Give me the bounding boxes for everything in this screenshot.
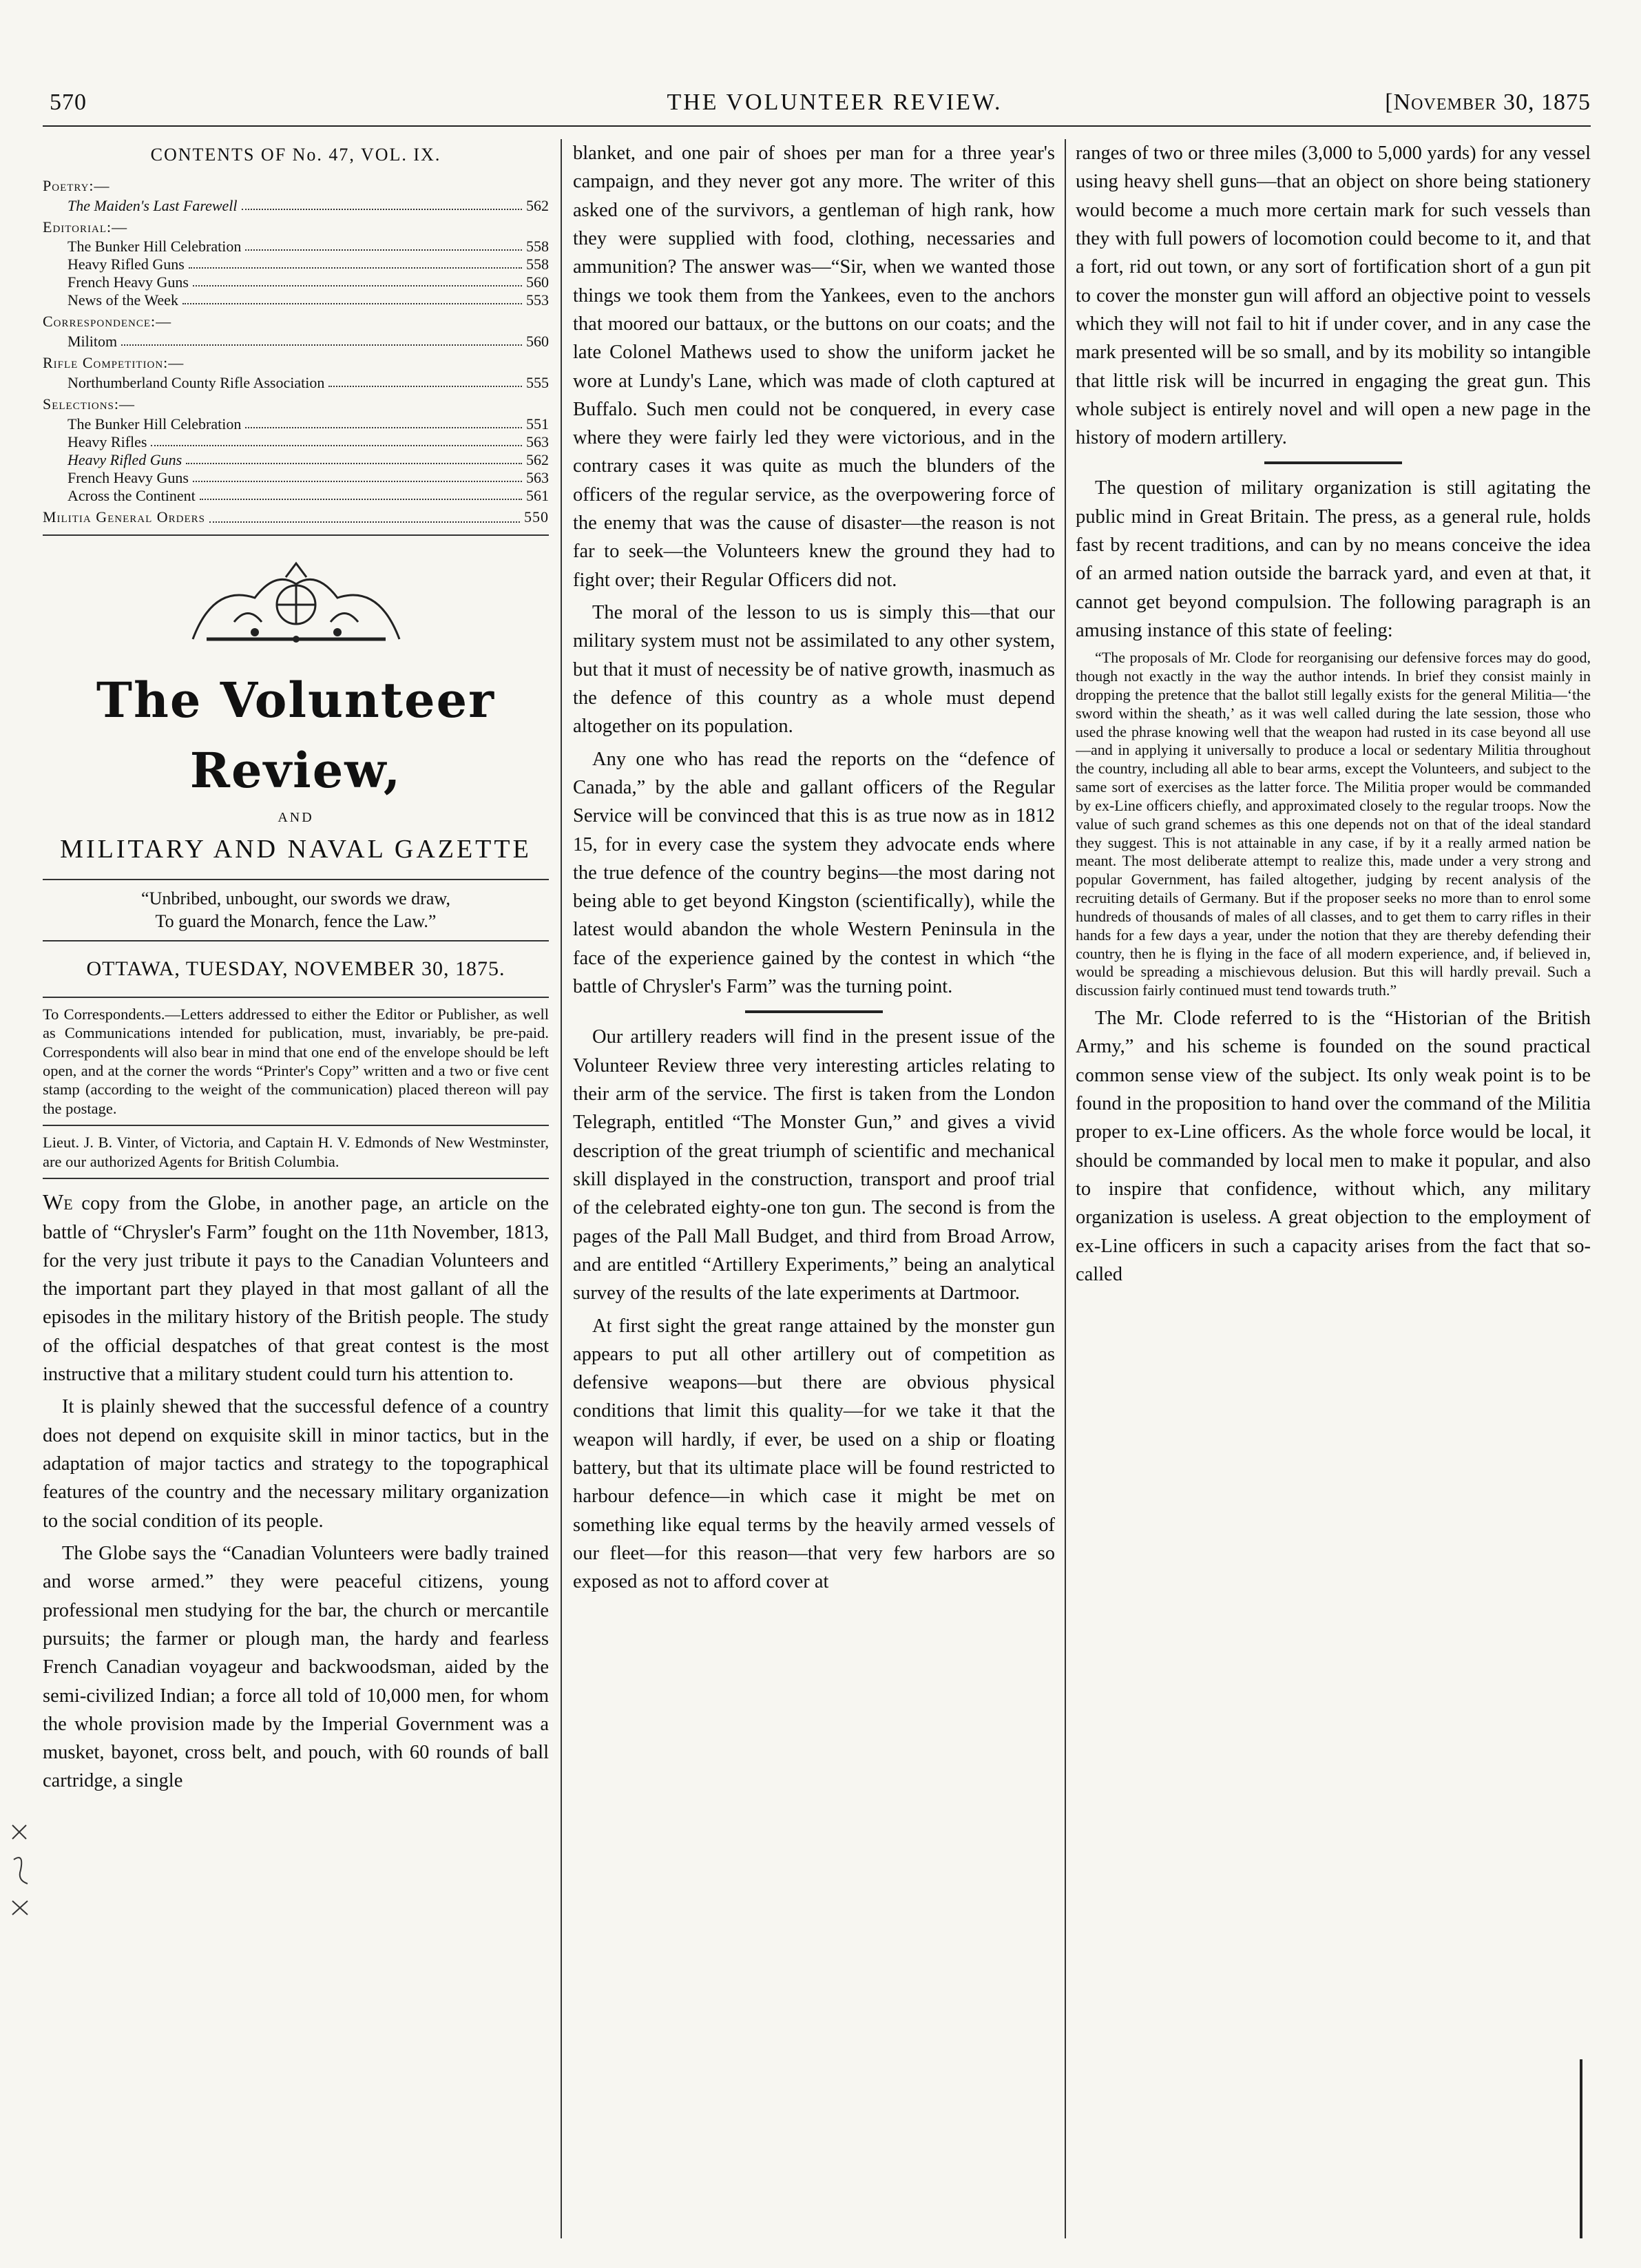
motto-line: To guard the Monarch, fence the Law.” xyxy=(155,911,437,932)
column-3 xyxy=(1076,139,1591,2238)
divider xyxy=(43,1178,549,1179)
toc-section-heading: Militia General Orders 550 xyxy=(43,506,549,528)
motto xyxy=(43,887,549,934)
masthead-title: The Volunteer Review, xyxy=(96,672,496,799)
masthead-subtitle: MILITARY AND NAVAL GAZETTE xyxy=(60,835,532,864)
toc-leader xyxy=(193,469,522,482)
toc-title: French Heavy Guns xyxy=(67,273,189,291)
article-paragraph: Our artillery readers will find in the present issue of the Volunteer Review three very interesting articles relating to their arm of the service. The first is taken from the London Telegraph, entitled “The Monster Gun,” and gives a vivid description of the great triumph of scientific and mechanical skill displayed in the construction, transport and proof trial of the celebrated eighty-one ton gun. The second is from the pages of the Pall Mall Budget, and third from Broad Arrow, and are entitled “Artillery Experiments,” being an analytical survey of the results of the late experiments at Dartmoor. xyxy=(573,1026,1055,1304)
toc-leader xyxy=(186,451,522,464)
article-paragraph: ranges of two or three miles (3,000 to 5,000 yards) for any vessel using heavy shell guns—that an object on shore being stationery would become a much more certain mark for such vessels than they with full powers of locomotion could become to it, and that a fort, rid out town, or any sort of fortification short of a gun pit to cover the monster gun will afford an objective point to vessels which they will not fail to hit if under cover, and in any case the mark presented will be so small, and by its mobility so intangible that little risk will be incurred in engaging the great gun. This whole subject is entirely novel and will open a new page in the history of modern artillery. xyxy=(1076,143,1591,449)
toc-leader xyxy=(245,238,522,251)
toc-section-heading: Editorial:— xyxy=(43,218,128,236)
toc-title: Heavy Rifled Guns xyxy=(67,256,185,273)
article-paragraph: blanket, and one pair of shoes per man for a three year's campaign, and they never got any more. The writer of this asked one of the survivors, a gentleman of high rank, how they were supplied with food, clothing, necessaries and ammunition? The answer was—“Sir, when we wanted those things we took them from the Yankees, even to the anchors that moored our battaux, or the buttons on our coats; and the late Colonel Mathews used to show the uniform jacket he wore at Lundy's Lane, which was made of cloth captured at Buffalo. Such men could not be conquered, in every case where they were fairly led they were victorious, and in the contrary cases it was quite as much the blunders of the officers of the regular service, as the overpowering force of the enemy that was the cause of disaster—the reason is not far to seek—the Volunteers knew the ground they had to fight over; their Regular Officers did not. xyxy=(573,143,1055,591)
toc-leader xyxy=(193,273,522,287)
toc-page: 560 xyxy=(526,273,549,291)
toc-item xyxy=(43,451,549,469)
toc-item xyxy=(43,415,549,433)
toc-leader xyxy=(245,415,522,428)
toc-leader xyxy=(182,291,522,304)
article-paragraph: The question of military organization is still agitating the public mind in Great Britain. The press, as a general rule, holds fast by recent traditions, and can by no means conceive the idea of an armed nation outside the barrack yard, and even at that, it cannot get beyond compulsion. The following paragraph is an amusing instance of this state of feeling: xyxy=(1076,477,1591,641)
article-paragraph: Any one who has read the reports on the “defence of Canada,” by the able and gallant officers of the Regular Service will be convinced that this is as true now as in 1812 15, for in every case the system they advocate ends where the true defence of the country begins—the most daring not being able to get beyond Kingston (scientifically), while the latest would abandon the whole Western Peninsula in the face of the experience gained by the contest in which “the battle of Chrysler's Farm” was the turning point. xyxy=(573,748,1055,998)
agents-notice: Lieut. J. B. Vinter, of Victoria, and Captain H. V. Edmonds of New Westminster, are our authorized Agents for British Columbia. xyxy=(43,1134,549,1170)
toc-page: 562 xyxy=(526,450,549,468)
toc-title: Militom xyxy=(67,333,118,351)
article-paragraph: It is plainly shewed that the successful defence of a country does not depend on exquisite skill in minor tactics, but in the adaptation of major tactics and strategy to the topographical features of the country and the necessary military organization to the social condition of its people. xyxy=(43,1396,549,1532)
divider xyxy=(43,879,549,880)
toc-item xyxy=(43,433,549,451)
article-paragraph: The moral of the lesson to us is simply this—that our military system must not be assimilated to any other system, but that it must of necessity be of native growth, inasmuch as the defence of this country as a whole must depend altogether on its population. xyxy=(573,602,1055,738)
dateline: OTTAWA, TUESDAY, NOVEMBER 30, 1875. xyxy=(86,957,505,981)
column-1 xyxy=(43,139,549,2238)
section-divider xyxy=(1264,461,1402,464)
lead-word: We xyxy=(43,1189,73,1215)
toc-title: The Maiden's Last Farewell xyxy=(67,196,238,214)
toc-leader xyxy=(121,333,522,346)
toc-title: Northumberland County Rifle Association xyxy=(67,373,325,391)
toc-page: 555 xyxy=(526,373,549,391)
header-rule xyxy=(43,125,1591,127)
table-of-contents xyxy=(43,175,549,528)
toc-section-heading: Rifle Competition:— xyxy=(43,354,185,372)
article-paragraph: The Globe says the “Canadian Volunteers were badly trained and worse armed.” they were peaceful citizens, young professional men studying for the bar, the church or mercantile pursuits; the farmer or plough man, the hardy and fearless French Canadian voyageur and backwoodsman, aided by the semi-civilized Indian; a force all told of 10,000 men, for whom the whole provision made by the Imperial Government was a musket, bayonet, cross belt, and pouch, with 60 rounds of ball cartridge, a single xyxy=(43,1542,549,1792)
toc-leader xyxy=(189,256,522,269)
column-2 xyxy=(573,139,1055,2238)
toc-page: 551 xyxy=(526,415,549,433)
toc-page: 560 xyxy=(526,333,549,351)
toc-title: Heavy Rifled Guns xyxy=(67,450,182,468)
newspaper-page xyxy=(43,76,1591,2238)
article-paragraph: We copy from the Globe, in another page, an article on the battle of “Chrysler's Farm” fought on the 11th November, 1813, for the very just tribute it pays to the Canadian Volunteers and the important part they played in that most gallant of all the episodes in the military history of the British people. The study of the official despatches of that great contest is the most instructive that a military student could turn his attention to. xyxy=(43,1189,549,1386)
contents-title: CONTENTS OF No. 47, VOL. IX. xyxy=(150,145,441,165)
section-divider xyxy=(745,1010,883,1013)
toc-section-heading: Correspondence:— xyxy=(43,313,172,331)
toc-item xyxy=(43,333,549,351)
toc-title: News of the Week xyxy=(67,291,178,309)
toc-page: 563 xyxy=(526,468,549,486)
toc-item xyxy=(43,197,549,215)
toc-item xyxy=(43,273,549,291)
masthead-and: AND xyxy=(278,810,314,826)
divider xyxy=(43,940,549,941)
toc-title: Across the Continent xyxy=(67,486,196,504)
toc-title: The Bunker Hill Celebration xyxy=(67,415,242,433)
running-title: THE VOLUNTEER REVIEW. xyxy=(667,90,1003,115)
toc-page: 562 xyxy=(526,196,549,214)
divider xyxy=(43,997,549,998)
toc-leader xyxy=(242,197,523,210)
motto-line: “Unbribed, unbought, our swords we draw, xyxy=(141,888,450,908)
divider xyxy=(43,534,549,536)
toc-title: Heavy Rifles xyxy=(67,433,147,450)
block-quote: “The proposals of Mr. Clode for reorganising our defensive forces may do good, though not exactly in the way the author intends. In brief they consist mainly in dropping the pretence that the ballot still legally exists for the general Militia—‘the sword within the sheath,’ as it was well called during the late session, those who used the phrase knowing well that the weapon had rusted in its case beyond all use—and in applying it universally to produce a local or sedentary Militia throughout the country, including all able to bear arms, except the Volunteers, and subject to the same sort of exercises as the latter force. The Militia proper would be commanded by ex-Line officers chiefly, and approximated closely to the regular troops. Now the value of such grand schemes as this one depends not on that of the ideal standard they suggest. This is not attainable in any case, if by it a really armed nation be meant. The most deliberate attempt to realize this, made under a very strong and popular Government, has failed altogether, judging by recent analysis of the recruiting details of Germany. But if the proposer seeks no more than to enrol some hundreds of thousands of males of all classes, and to get them to carry rifles in their hands for a few days a year, under the notion that they are thereby defending their country, then he is flying in the face of all modern experience, and, if believed in, would be spreading a mischievous delusion. But this will hardly prevail. Such a discussion fairly continued must tend towards truth.” xyxy=(1076,649,1591,999)
toc-page: 561 xyxy=(526,486,549,504)
toc-page: 558 xyxy=(526,256,549,273)
toc-title: French Heavy Guns xyxy=(67,468,189,486)
toc-item xyxy=(43,291,549,309)
page-header xyxy=(43,76,1591,124)
column-rule xyxy=(1065,139,1066,2238)
toc-title: The Bunker Hill Celebration xyxy=(67,238,242,256)
toc-leader xyxy=(151,433,522,446)
royal-arms-emblem-icon xyxy=(151,556,441,660)
toc-page: 558 xyxy=(526,238,549,256)
toc-item xyxy=(43,469,549,487)
correspondents-notice: To Correspondents.—Letters addressed to either the Editor or Publisher, as well as Communications intended for publication, must, invariably, be pre-paid. Correspondents will also bear in mind that one end of the envelope should be left open, and at the corner the words “Printer's Copy” written and a two or five cent stamp (according to the weight of the communication) placed thereon will pay the postage. xyxy=(43,1005,549,1117)
toc-item xyxy=(43,238,549,256)
toc-item xyxy=(43,256,549,273)
toc-page: 550 xyxy=(524,508,549,526)
divider xyxy=(43,1125,549,1126)
toc-item xyxy=(43,374,549,392)
toc-section-heading: Poetry:— xyxy=(43,176,110,194)
margin-bar xyxy=(1580,2059,1582,2238)
toc-item xyxy=(43,487,549,505)
page-number: 570 xyxy=(50,90,87,115)
article-paragraph: At first sight the great range attained by the monster gun appears to put all other artillery out of competition as defensive weapons—but there are obvious physical conditions that limit this quality—for we take it that the weapon will hardly, if ever, be used on a ship or floating battery, but that its ultimate place will be found restricted to harbour defence—in which case it might be met on something like equal terms by the heavily armed vessels of our fleet—for this reason—that very few harbors are so exposed as not to afford cover at xyxy=(573,1315,1055,1593)
issue-date: [November 30, 1875 xyxy=(1385,90,1591,115)
column-rule xyxy=(561,139,562,2238)
toc-page: 553 xyxy=(526,291,549,309)
toc-leader xyxy=(328,374,522,387)
article-paragraph: The Mr. Clode referred to is the “Historian of the British Army,” and his scheme is founded on the sound practical common sense view of the subject. Its only weak point is to be found in the proposition to hand over the command of the Militia proper to ex-Line officers. As the whole force would be local, it should be commanded by local men to make it popular, and also to inspire that confidence, without which, any military organization is useless. A great objection to the employment of ex-Line officers in such a capacity arises from the fact that so-called xyxy=(1076,1008,1591,1285)
toc-section-heading: Selections:— xyxy=(43,395,136,413)
toc-page: 563 xyxy=(526,433,549,450)
handwritten-margin-mark-icon xyxy=(7,1818,34,1928)
toc-leader xyxy=(200,487,522,500)
